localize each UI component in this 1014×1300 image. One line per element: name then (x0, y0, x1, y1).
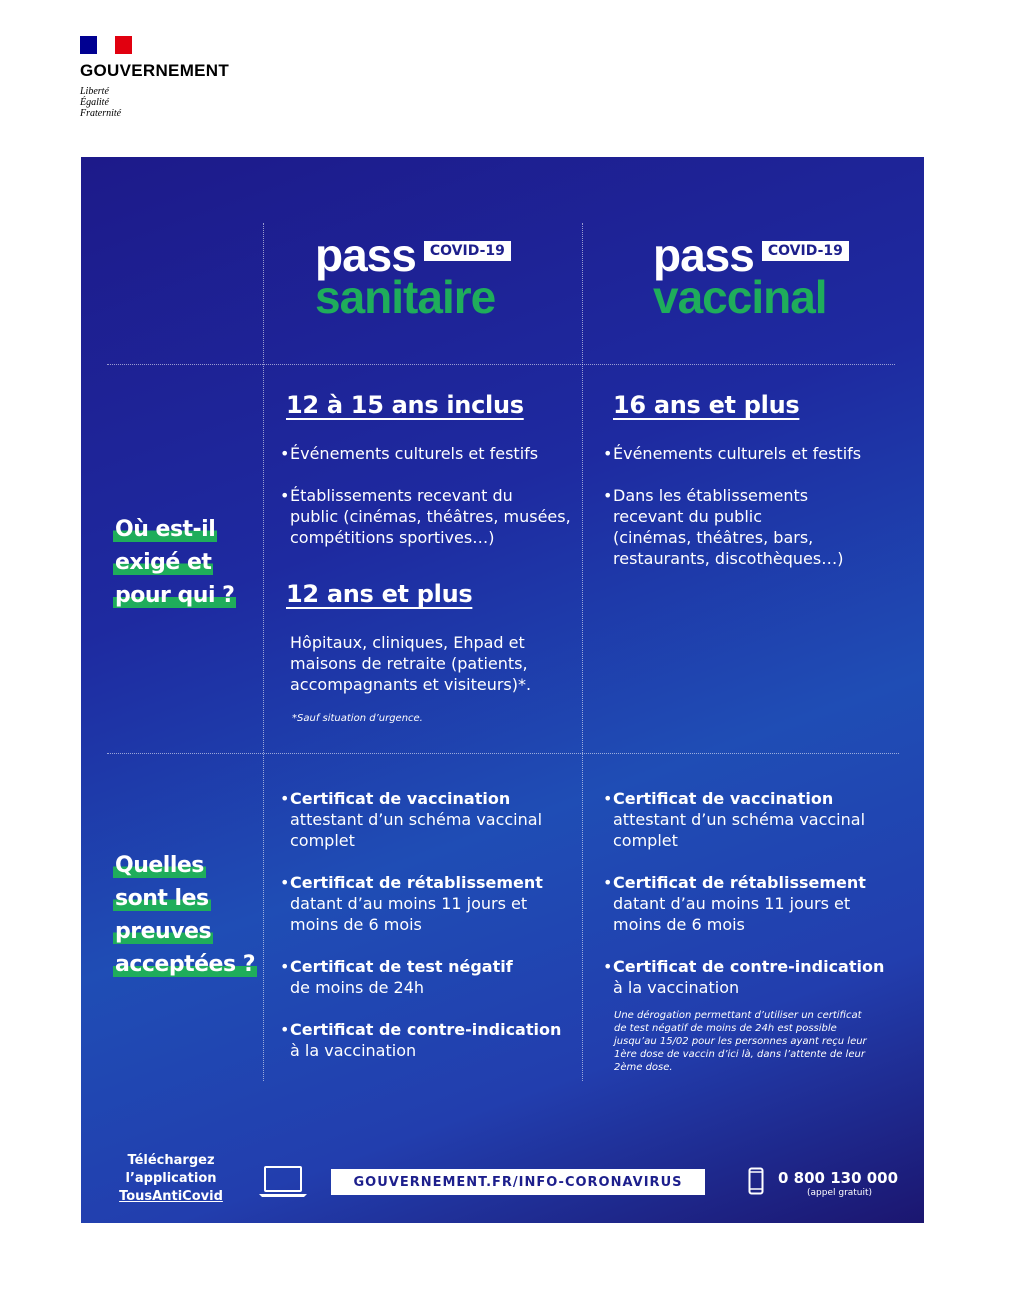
list-item: • Certificat de vaccination attestant d’un schéma vaccinal complet (603, 788, 913, 851)
government-brand: GOUVERNEMENT (80, 61, 230, 80)
hospital-text: Hôpitaux, cliniques, Ehpad et maisons de retraite (patients, accompagnants et visiteurs)*. (290, 633, 532, 694)
marianne-flag-icon (80, 36, 132, 54)
list-item: • Certificat de contre-indication à la vaccination (280, 1019, 590, 1061)
row-divider (107, 364, 895, 365)
row-label-proofs: Quelles sont les preuves acceptées ? (115, 853, 255, 977)
age-heading-12-15: 12 à 15 ans inclus (286, 391, 524, 419)
row-divider (107, 753, 899, 754)
list-item: • Certificat de contre-indication à la vaccination (603, 956, 913, 998)
list-item: • Certificat de rétablissement datant d’au moins 11 jours et moins de 6 mois (603, 872, 913, 935)
pass-vaccinal-title: pass COVID-19 vaccinal (653, 235, 849, 319)
app-link[interactable]: TousAntiCovid (119, 1189, 223, 1204)
laptop-icon (257, 1165, 309, 1199)
phone-note: (appel gratuit) (807, 1188, 873, 1198)
covid-tag: COVID-19 (424, 241, 511, 261)
motto: Liberté Égalité Fraternité (80, 86, 122, 119)
age-heading-16-plus: 16 ans et plus (613, 391, 800, 419)
covid-tag: COVID-19 (762, 241, 849, 261)
poster-panel (81, 157, 924, 1223)
info-url-link[interactable]: GOUVERNEMENT.FR/INFO-CORONAVIRUS (331, 1169, 705, 1195)
list-item: • Établissements recevant du public (cinémas, théâtres, musées, compétitions sportives…) (280, 485, 590, 548)
urgency-note: *Sauf situation d’urgence. (292, 713, 423, 724)
derogation-note: Une dérogation permettant d’utiliser un certificat de test négatif de moins de 24h est possible jusqu’au 15/02 pour les personnes ayant reçu leur 1ère dose de vaccin d’ici là, dans l’attente de leur 2ème dose. (614, 1010, 867, 1073)
download-app: Téléchargez l’application TousAntiCovid (111, 1152, 231, 1206)
phone-number[interactable]: 0 800 130 000 (778, 1169, 899, 1187)
column-divider (582, 223, 583, 1081)
government-logo (80, 36, 229, 119)
list-item: • Événements culturels et festifs (603, 443, 913, 464)
row-label-where: Où est-il exigé et pour qui ? (115, 517, 235, 608)
list-item: • Événements culturels et festifs (280, 443, 590, 464)
column-divider (263, 223, 264, 1081)
pass-sanitaire-title: pass COVID-19 sanitaire (315, 235, 511, 319)
list-item: • Certificat de vaccination attestant d’un schéma vaccinal complet (280, 788, 590, 851)
list-item: • Certificat de rétablissement datant d’au moins 11 jours et moins de 6 mois (280, 872, 590, 935)
phone-icon (748, 1167, 764, 1195)
list-item: • Certificat de test négatif de moins de 24h (280, 956, 590, 998)
age-heading-12-plus: 12 ans et plus (286, 580, 473, 608)
list-item: • Dans les établissements recevant du public (cinémas, théâtres, bars, restaurants, discothèques…) (603, 485, 913, 569)
